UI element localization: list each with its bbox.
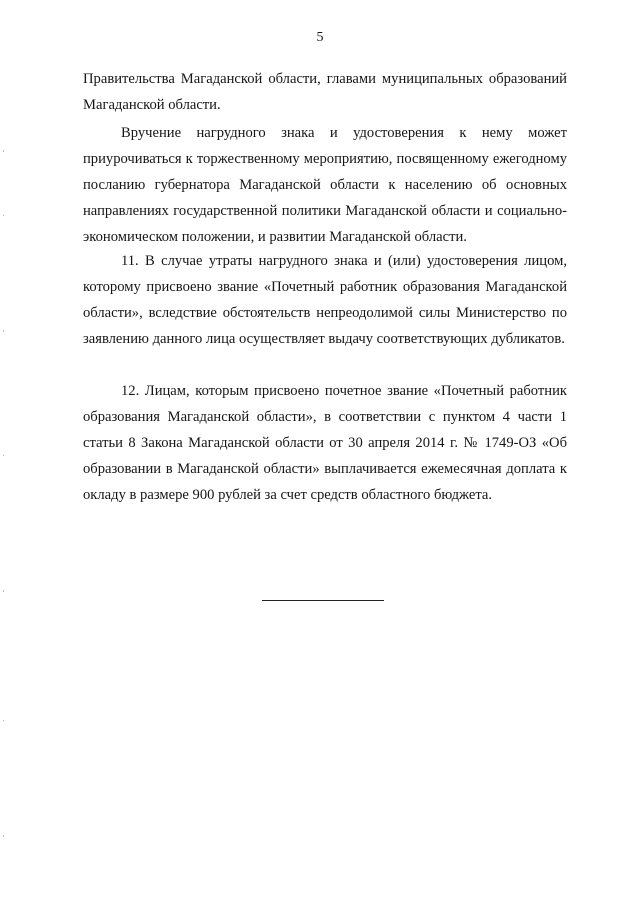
paragraph-award-ceremony: Вручение нагрудного знака и удостоверения к нему может приурочиваться к торжественному мероприятию, посвященному ежегодному посланию губернатора Магаданской области к населению об основных направлениях государственной политики Магаданской области и социально-экономическом положении, и развитии Магаданской области.: [83, 125, 567, 245]
paragraph-continuation-block: [83, 66, 567, 118]
paragraph-award-ceremony-block: [83, 120, 567, 250]
clause-11-duplicates: 11. В случае утраты нагрудного знака и (или) удостоверения лицом, которому присвоено звание «Почетный работник образования Магаданской области», вследствие обстоятельств непреодолимой силы Министерство по заявлению данного лица осуществляет выдачу соответствующих дубликатов.: [83, 253, 567, 347]
paragraph-continuation: Правительства Магаданской области, главами муниципальных образований Магаданской области.: [83, 71, 567, 113]
scan-noise: [3, 720, 4, 721]
clause-12-allowance: 12. Лицам, которым присвоено почетное звание «Почетный работник образования Магаданской области», в соответствии с пунктом 4 части 1 статьи 8 Закона Магаданской области от 30 апреля 2014 г. № 1749-ОЗ «Об образовании в Магаданской области» выплачивается ежемесячная доплата к окладу в размере 900 рублей за счет средств областного бюджета.: [83, 383, 567, 503]
scan-noise: [3, 215, 4, 216]
clause-12-block: [83, 378, 567, 508]
scan-noise: [3, 590, 4, 592]
scan-noise: [3, 455, 4, 456]
clause-11-block: [83, 248, 567, 352]
scan-noise: [3, 330, 4, 332]
scan-noise: [3, 835, 4, 837]
page-number: 5: [316, 30, 324, 45]
end-separator-line: [262, 600, 384, 601]
scan-noise: [3, 150, 4, 152]
